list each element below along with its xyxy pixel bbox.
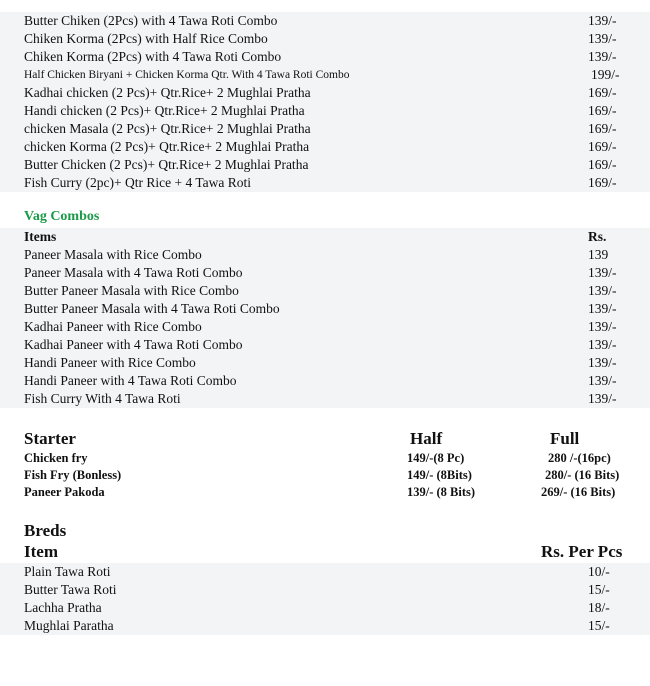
- item-name: Paneer Masala with 4 Tawa Roti Combo: [24, 265, 243, 280]
- menu-row: [0, 390, 650, 408]
- column-header-item: Item: [24, 542, 58, 561]
- item-price: 139/-: [588, 337, 617, 352]
- item-name: Handi chicken (2 Pcs)+ Qtr.Rice+ 2 Mughlai Pratha: [24, 103, 305, 118]
- item-price: 139/-: [588, 31, 617, 46]
- item-name: Mughlai Paratha: [24, 618, 114, 633]
- item-price: 139: [588, 247, 609, 262]
- column-header-full: Full: [550, 429, 580, 448]
- item-price: 15/-: [588, 582, 610, 597]
- item-price: 139/-: [588, 355, 617, 370]
- menu-row: [0, 354, 650, 372]
- column-header-half: Half: [410, 429, 443, 448]
- item-price: 139/-: [588, 373, 617, 388]
- item-name: Paneer Pakoda: [24, 485, 105, 499]
- menu-row: [0, 264, 650, 282]
- menu-row: [0, 156, 650, 174]
- menu-row: [0, 617, 650, 635]
- menu-row: [0, 563, 650, 581]
- item-name: Plain Tawa Roti: [24, 564, 111, 579]
- item-price: 139/-: [588, 301, 617, 316]
- item-price-full: 280 /-(16pc): [548, 451, 611, 465]
- item-name: Handi Paneer with 4 Tawa Roti Combo: [24, 373, 237, 388]
- item-price-full: 280/- (16 Bits): [545, 468, 620, 482]
- menu-row: [0, 483, 650, 501]
- menu-row: [0, 66, 650, 84]
- item-price: 139/-: [588, 265, 617, 280]
- item-price-half: 139/- (8 Bits): [407, 485, 476, 499]
- item-price: 139/-: [588, 49, 617, 64]
- item-price: 15/-: [588, 618, 610, 633]
- column-header-price-per-pcs: Rs. Per Pcs: [541, 542, 623, 561]
- item-name: Handi Paneer with Rice Combo: [24, 355, 196, 370]
- item-price-half: 149/- (8Bits): [407, 468, 472, 482]
- item-price-full: 269/- (16 Bits): [541, 485, 616, 499]
- item-name: Fish Curry (2pc)+ Qtr Rice + 4 Tawa Roti: [24, 175, 252, 190]
- item-name: Butter Paneer Masala with Rice Combo: [24, 283, 239, 298]
- item-price: 139/-: [588, 13, 617, 28]
- item-name: Paneer Masala with Rice Combo: [24, 247, 202, 262]
- menu-row: [0, 581, 650, 599]
- item-name: Lachha Pratha: [24, 600, 102, 615]
- menu-row: [0, 174, 650, 192]
- item-price: 139/-: [588, 319, 617, 334]
- item-name: Chiken Korma (2Pcs) with 4 Tawa Roti Combo: [24, 49, 282, 64]
- menu-row: [0, 372, 650, 390]
- menu-row: [0, 12, 650, 30]
- item-price: 199/-: [591, 67, 620, 82]
- item-name: Butter Chicken (2 Pcs)+ Qtr.Rice+ 2 Mughlai Pratha: [24, 157, 309, 172]
- item-name: Half Chicken Biryani + Chicken Korma Qtr. With 4 Tawa Roti Combo: [24, 69, 350, 81]
- menu-row: [0, 102, 650, 120]
- item-price: 169/-: [588, 175, 617, 190]
- item-price: 139/-: [588, 283, 617, 298]
- item-price: 10/-: [588, 564, 610, 579]
- item-name: chicken Masala (2 Pcs)+ Qtr.Rice+ 2 Mughlai Pratha: [24, 121, 311, 136]
- item-name: Butter Chiken (2Pcs) with 4 Tawa Roti Combo: [24, 13, 278, 28]
- item-price: 169/-: [588, 103, 617, 118]
- menu-row: [0, 466, 650, 484]
- item-price: 18/-: [588, 600, 610, 615]
- item-name: Fish Curry With 4 Tawa Roti: [24, 391, 181, 406]
- item-name: Chiken Korma (2Pcs) with Half Rice Combo: [24, 31, 268, 46]
- menu-row: [0, 246, 650, 264]
- item-price: 169/-: [588, 157, 617, 172]
- item-name: Kadhai chicken (2 Pcs)+ Qtr.Rice+ 2 Mughlai Pratha: [24, 85, 311, 100]
- item-name: Kadhai Paneer with 4 Tawa Roti Combo: [24, 337, 243, 352]
- item-name: Butter Paneer Masala with 4 Tawa Roti Combo: [24, 301, 280, 316]
- section-title-breads: Breds: [24, 521, 67, 540]
- menu-row: [0, 336, 650, 354]
- menu-row: [0, 48, 650, 66]
- menu-row: [0, 30, 650, 48]
- column-header-price: Rs.: [588, 229, 607, 244]
- menu-row: [0, 300, 650, 318]
- section-title-starter: Starter: [24, 429, 76, 448]
- item-name: Chicken fry: [24, 451, 88, 465]
- menu-row: [0, 138, 650, 156]
- menu-row: [0, 599, 650, 617]
- table-header: [0, 228, 650, 246]
- section-title-veg-combos: Vag Combos: [24, 209, 100, 224]
- item-name: Fish Fry (Bonless): [24, 468, 122, 482]
- item-price-half: 149/-(8 Pc): [407, 451, 465, 465]
- item-name: Kadhai Paneer with Rice Combo: [24, 319, 202, 334]
- item-price: 169/-: [588, 139, 617, 154]
- column-header-items: Items: [24, 229, 57, 244]
- item-name: chicken Korma (2 Pcs)+ Qtr.Rice+ 2 Mughlai Pratha: [24, 139, 310, 154]
- menu-row: [0, 282, 650, 300]
- item-price: 169/-: [588, 85, 617, 100]
- item-price: 139/-: [588, 391, 617, 406]
- menu-row: [0, 120, 650, 138]
- item-name: Butter Tawa Roti: [24, 582, 117, 597]
- menu-row: [0, 84, 650, 102]
- item-price: 169/-: [588, 121, 617, 136]
- menu-row: [0, 449, 650, 467]
- menu-row: [0, 318, 650, 336]
